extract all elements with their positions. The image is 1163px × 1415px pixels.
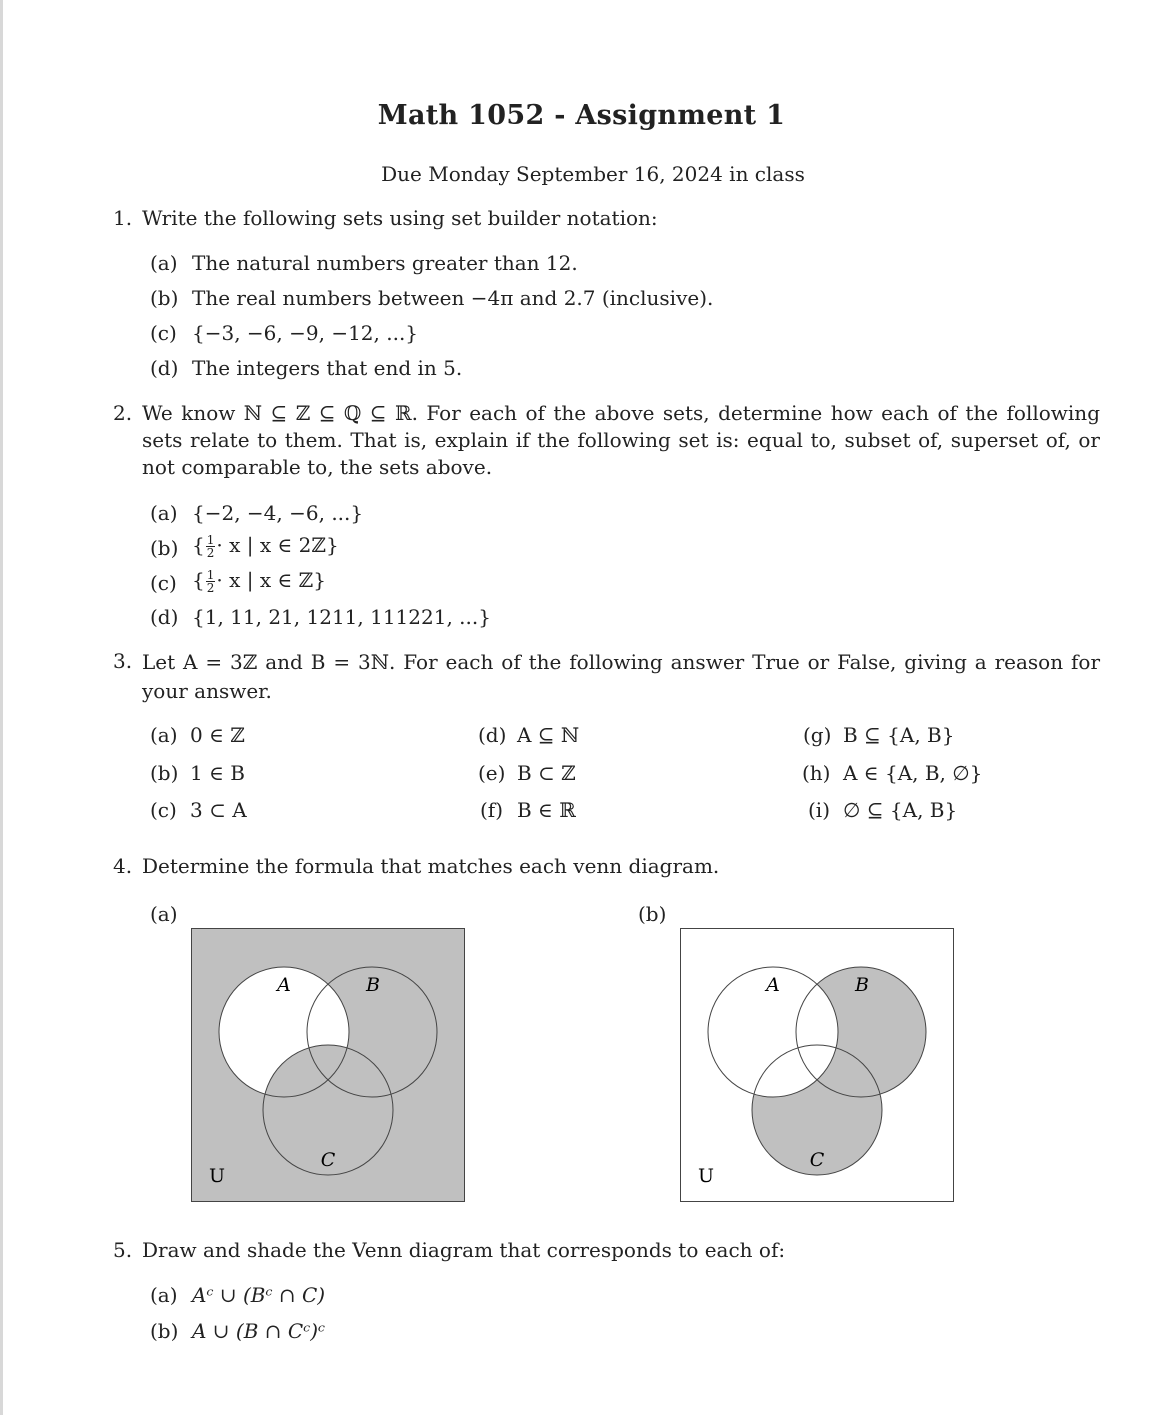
q1-part-b: The real numbers between −4π and 2.7 (inclusive). bbox=[192, 286, 714, 310]
q3-part-d-label: (d) bbox=[478, 723, 507, 747]
venn-diagram-a bbox=[191, 928, 465, 1202]
venn-b-label: (b) bbox=[638, 902, 667, 926]
q3-part-a: 0 ∈ ℤ bbox=[190, 723, 245, 747]
q3-part-b-label: (b) bbox=[150, 761, 179, 785]
q2-part-b bbox=[192, 533, 339, 559]
q1-part-c-label: (c) bbox=[150, 321, 177, 345]
q3-number: 3. bbox=[113, 649, 133, 673]
venn-a-label-c: C bbox=[320, 1149, 336, 1171]
one-half-fraction bbox=[206, 569, 216, 594]
q3-part-g: B ⊆ {A, B} bbox=[843, 723, 955, 747]
due-date: Due Monday September 16, 2024 in class bbox=[381, 162, 805, 186]
q5-number: 5. bbox=[113, 1238, 133, 1262]
q1-part-a: The natural numbers greater than 12. bbox=[192, 251, 578, 275]
q3-part-h-label: (h) bbox=[802, 761, 831, 785]
q3-part-i-label: (i) bbox=[808, 798, 831, 822]
q3-part-f: B ∈ ℝ bbox=[517, 798, 576, 822]
q5-part-a-label: (a) bbox=[150, 1283, 178, 1307]
fraction-numerator: 1 bbox=[206, 533, 215, 547]
q2-part-c-post: · x | x ∈ ℤ} bbox=[216, 568, 326, 592]
q2-part-c bbox=[192, 568, 326, 594]
venn-a-label-a: A bbox=[277, 974, 291, 996]
venn-b-label-b: B bbox=[855, 974, 869, 996]
venn-diagram-b bbox=[680, 928, 954, 1202]
fraction-denominator: 2 bbox=[206, 581, 215, 595]
q1-number: 1. bbox=[113, 206, 133, 230]
venn-a-label-b: B bbox=[366, 974, 380, 996]
venn-b-label-c: C bbox=[809, 1149, 825, 1171]
q3-part-e: B ⊂ ℤ bbox=[517, 761, 576, 785]
fraction-numerator: 1 bbox=[206, 568, 215, 582]
q3-part-g-label: (g) bbox=[803, 723, 832, 747]
page-edge bbox=[0, 0, 3, 1415]
q5-part-b: A ∪ (B ∩ Cᶜ)ᶜ bbox=[192, 1319, 326, 1343]
q2-number: 2. bbox=[113, 401, 133, 425]
q2-part-c-label: (c) bbox=[150, 571, 177, 595]
q3-part-d: A ⊆ ℕ bbox=[517, 723, 580, 747]
q3-prompt: Let A = 3ℤ and B = 3ℕ. For each of the following answer True or False, giving a reason for your answer. bbox=[142, 650, 1100, 703]
q1-part-d-label: (d) bbox=[150, 356, 179, 380]
q2-part-c-pre: { bbox=[192, 568, 205, 592]
venn-a-label: (a) bbox=[150, 902, 178, 926]
q3-part-i: ∅ ⊆ {A, B} bbox=[843, 798, 958, 822]
q1-part-a-label: (a) bbox=[150, 251, 178, 275]
q1-part-d: The integers that end in 5. bbox=[192, 356, 463, 380]
q5-part-b-label: (b) bbox=[150, 1319, 179, 1343]
page-title: Math 1052 - Assignment 1 bbox=[377, 100, 786, 131]
q5-prompt: Draw and shade the Venn diagram that corresponds to each of: bbox=[142, 1238, 786, 1262]
fraction-denominator: 2 bbox=[206, 546, 215, 560]
q4-prompt: Determine the formula that matches each venn diagram. bbox=[142, 854, 720, 878]
q1-part-c: {−3, −6, −9, −12, ...} bbox=[192, 321, 419, 345]
venn-b-label-a: A bbox=[766, 974, 780, 996]
q3-part-h: A ∈ {A, B, ∅} bbox=[843, 761, 983, 785]
venn-b-label-u: U bbox=[697, 1165, 715, 1187]
q3-part-c-label: (c) bbox=[150, 798, 177, 822]
q3-part-f-label: (f) bbox=[480, 798, 504, 822]
q3-part-c: 3 ⊂ A bbox=[190, 798, 247, 822]
q2-part-d: {1, 11, 21, 1211, 111221, ...} bbox=[192, 605, 491, 629]
q2-part-d-label: (d) bbox=[150, 605, 179, 629]
venn-a-label-u: U bbox=[208, 1165, 226, 1187]
q4-number: 4. bbox=[113, 854, 133, 878]
one-half-fraction bbox=[206, 534, 216, 559]
q2-part-a-label: (a) bbox=[150, 501, 178, 525]
q1-prompt: Write the following sets using set builder notation: bbox=[142, 206, 658, 230]
q2-prompt: We know ℕ ⊆ ℤ ⊆ ℚ ⊆ ℝ. For each of the above sets, determine how each of the following sets relate to them. That is, explain if the following set is: equal to, subset of, superset of, or not comparable to, the sets above. bbox=[142, 401, 1100, 479]
q3-part-a-label: (a) bbox=[150, 723, 178, 747]
q3-part-e-label: (e) bbox=[478, 761, 506, 785]
q2-part-b-label: (b) bbox=[150, 536, 179, 560]
q2-part-b-pre: { bbox=[192, 533, 205, 557]
q2-part-b-post: · x | x ∈ 2ℤ} bbox=[216, 533, 339, 557]
q1-part-b-label: (b) bbox=[150, 286, 179, 310]
q2-part-a: {−2, −4, −6, ...} bbox=[192, 501, 364, 525]
q5-part-a: Aᶜ ∪ (Bᶜ ∩ C) bbox=[192, 1283, 326, 1307]
q3-part-b: 1 ∈ B bbox=[190, 761, 245, 785]
